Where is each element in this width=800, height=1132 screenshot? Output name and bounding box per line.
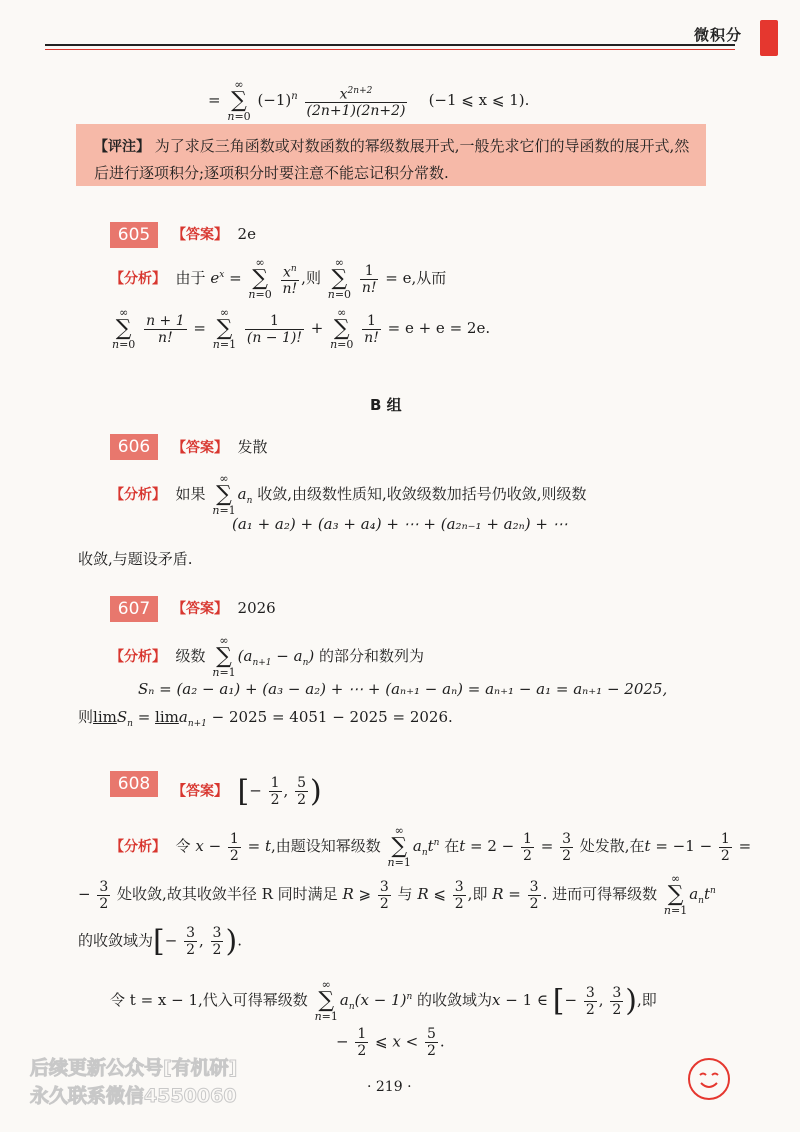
analysis-606-conclusion: 收敛,与题设矛盾. [78,550,193,568]
analysis-607-sn: Sₙ = (a₂ − a₁) + (a₃ − a₂) + ⋯ + (aₙ₊₁ − aₙ) = aₙ₊₁ − a₁ = aₙ₊₁ − 2025, [138,680,668,698]
problem-number-608: 608 [110,771,158,797]
analysis-608-line2: − $\frac{3}{2}$ 处收敛,故其收敛半径 R 同时满足 R ⩾ $\frac{3}{2}$ 与 R ⩽ $\frac{3}{2}$ ,即 R = $\frac{3}{2}$ . 进而可得幂级数 ∞ ∑ $n=1a_nt^n$ [78,872,716,917]
analysis-607-line1: 【分析】 级数 ∞ ∑ $n=1(a_{n+1} - a_n)$ 的部分和数列为 [110,634,425,679]
answer-605: 【答案】 2e [172,225,256,243]
problem-number-605: 605 [110,222,158,248]
smiley-icon [688,1058,730,1100]
watermark: 后续更新公众号[有机研] 永久联系微信4550060 [30,1057,238,1107]
analysis-608-line3: 的收敛域为[− $\frac{3}{2}$ , $\frac{3}{2}$ ). [78,924,242,959]
analysis-606-series: (a₁ + a₂) + (a₃ + a₄) + ⋯ + (a₂ₙ₋₁ + a₂ₙ) + ⋯ [232,515,568,533]
problem-number-607: 607 [110,596,158,622]
comment-tag: 【评注】 [94,139,150,155]
problem-number-606: 606 [110,434,158,460]
analysis-607-limit: 则limS$_n$ = lima$_{n+1}$ − 2025 = 4051 − 2025 = 2026. [78,708,453,729]
analysis-608-line4: 令 t = x − 1,代入可得幂级数 ∞ ∑ $n=1a_n(x - 1)^n$ 的收敛域为x − 1 ∈ [− $\frac{3}{2}$ , $\frac{3}{2}$ ),即 [110,978,657,1023]
analysis-608-line1: 【分析】 令 x − $\frac{1}{2}$ = t,由题设知幂级数 ∞ ∑ $n=1a_nt^n$ 在t = 2 − $\frac{1}{2}$ = $\frac{3}{2}$ 处发散,在t = −1 − $\frac{1}{2}$ = [110,824,752,869]
top-formula: = ∞ ∑ n=0 $(-1)^n$ $\frac{x^{2n+2}}{(2n+1)(2n+2)}$ (−1 ⩽ x ⩽ 1). [208,78,530,123]
comment-text [94,133,694,186]
answer-606: 【答案】 发散 [172,438,268,456]
analysis-606-line1: 【分析】 如果 ∞ ∑ $n=1a_n$ 收敛,由级数性质知,收敛级数加括号仍收敛,则级数 [110,472,587,517]
header-red-rule [45,49,735,50]
answer-608: 【答案】 [− $\frac{1}{2}$ , $\frac{5}{2}$ ) [172,774,322,809]
header-title: 微积分 [693,26,742,44]
answer-607: 【答案】 2026 [172,599,276,617]
analysis-605-line1: 【分析】 由于 $e^x$ = ∞ ∑ n=0 $\frac{x^n}{n!}$ ,则 ∞ ∑ n=0 $\frac{1}{n!}$ = e,从而 [110,256,447,301]
analysis-605-line2: ∞ ∑ n=0 $\frac{n + 1}{n!}$ = ∞ ∑ n=1 $\frac{1}{(n - 1)!}$ + ∞ ∑ n=0 $\frac{1}{n!}$ = e + e = 2e. [112,306,491,351]
section-title: B 组 [370,396,402,414]
analysis-608-result: − $\frac{1}{2}$ ⩽ x < $\frac{5}{2}$ . [336,1026,445,1059]
comment-body: 为了求反三角函数或对数函数的幂级数展开式,一般先求它们的导函数的展开式,然后进行逐项积分;逐项积分时要注意不能忘记积分常数. [94,137,690,182]
header-rule [45,44,735,46]
page-number: · 219 · [367,1079,412,1095]
sum-symbol: ∞ ∑ n=0 [227,78,251,123]
header-tab [760,20,778,56]
